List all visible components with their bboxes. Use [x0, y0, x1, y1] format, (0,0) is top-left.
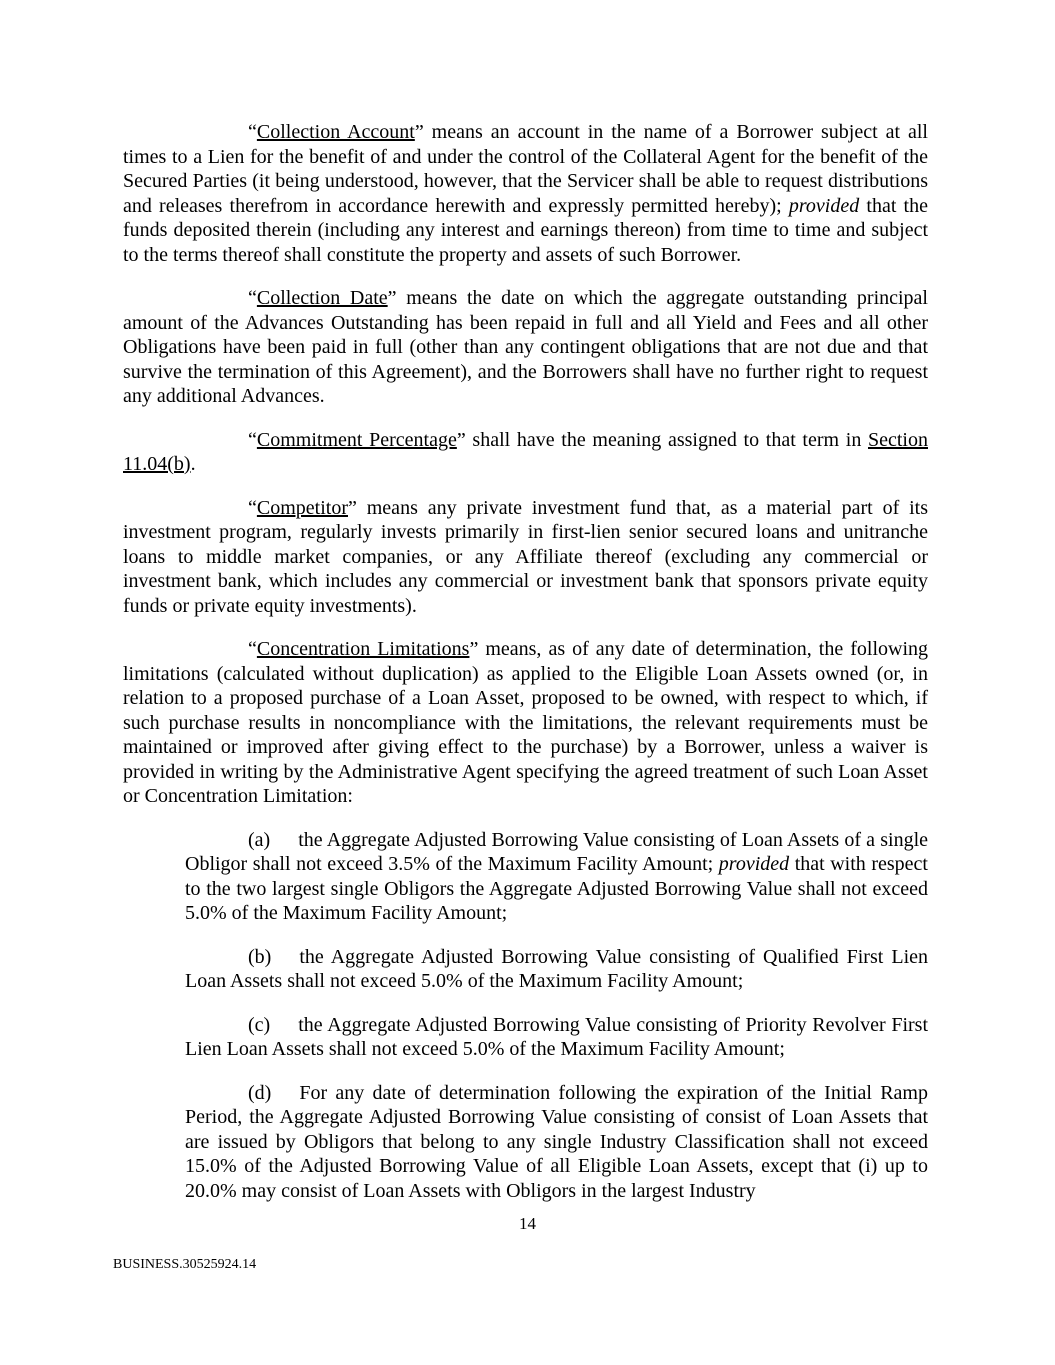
list-item-label: (b)	[248, 945, 272, 968]
text-segment: ” means an account in the name of a Borrower subject at all times to a Lien for the benefit of and under the control of the Collateral Agent for the benefit of the Secured Parties (it being understood, however, that the Servicer shall be able to request distributions and releases therefrom in accordance herewith and expressly permitted hereby);	[123, 121, 928, 217]
text-segment: For any date of determination following the expiration of the Initial Ramp Period, the Aggregate Adjusted Borrowing Value consisting of consist of Loan Assets that are issued by Obligors that belong to any single Industry Classification shall not exceed 15.0% of the Adjusted Borrowing Value of all Eligible Loan Assets, except that (i) up to 20.0% may consist of Loan Assets with Obligors in the largest Industry	[185, 1081, 928, 1202]
text-segment: ” means the date on which the aggregate outstanding principal amount of the Advances Outstanding has been repaid in full and all Yield and Fees and all other Obligations have been paid in full (other than any contingent obligations that are not due and that survive the termination of this Agreement), and the Borrowers shall have no further right to request any additional Advances.	[123, 287, 928, 407]
text-segment: the Aggregate Adjusted Borrowing Value consisting of Loan Assets of a single Obligor shall not exceed 3.5% of the Maximum Facility Amount;	[185, 828, 928, 875]
text-segment: “	[248, 496, 257, 519]
text-segment: “	[248, 428, 257, 451]
list-paragraph	[185, 828, 928, 926]
list-item-label: (c)	[248, 1013, 271, 1036]
definition-paragraph	[123, 286, 928, 409]
defined-term: Competitor	[256, 496, 348, 519]
text-segment: that with respect to the two largest single Obligors the Aggregate Adjusted Borrowing Value shall not exceed 5.0% of the Maximum Facility Amount;	[185, 853, 928, 924]
definition-paragraph	[123, 428, 928, 477]
defined-term: Collection Account	[256, 121, 415, 143]
text-segment: “	[248, 638, 257, 660]
text-segment: “	[248, 121, 257, 143]
text-segment: that the funds deposited therein (including any interest and earnings thereon) from time to time and subject to the terms thereof shall constitute the property and assets of such Borrower.	[123, 194, 928, 266]
list-paragraph	[185, 945, 928, 994]
list-paragraph	[185, 1013, 928, 1062]
text-segment: ” shall have the meaning assigned to that term in	[456, 428, 868, 451]
defined-term: Concentration Limitations	[256, 638, 470, 660]
definition-paragraph	[123, 120, 928, 267]
definition-paragraph	[123, 496, 928, 619]
list-paragraph	[185, 1081, 928, 1204]
defined-term: Section 11.04(b)	[123, 428, 928, 475]
text-segment: ” means, as of any date of determination, the following limitations (calculated without duplication) as applied to the Eligible Loan Assets owned (or, in relation to a proposed purchase of a Loan Asset, proposed to be owned, with respect to which, if such purchase results in noncompliance with the limitations, the relevant requirements must be maintained or improved after giving effect to the purchase) by a Borrower, unless a waiver is provided in writing by the Administrative Agent specifying the agreed treatment of such Loan Asset or Concentration Limitation:	[123, 638, 928, 807]
text-segment: the Aggregate Adjusted Borrowing Value consisting of Priority Revolver First Lien Loan Assets shall not exceed 5.0% of the Maximum Facility Amount;	[185, 1013, 928, 1060]
footer-document-id: BUSINESS.30525924.14	[113, 1257, 257, 1272]
text-segment: ” means any private investment fund that, as a material part of its investment program, regularly invests primarily in first-lien senior secured loans and unitranche loans to middle market companies, or any Affiliate thereof (excluding any commercial or investment bank, which includes any commercial or investment bank that sponsors private equity funds or private equity investments).	[123, 496, 928, 617]
text-segment: the Aggregate Adjusted Borrowing Value consisting of Qualified First Lien Loan Assets shall not exceed 5.0% of the Maximum Facility Amount;	[185, 945, 928, 992]
document-body	[123, 120, 928, 1222]
list-item-label: (a)	[248, 828, 271, 851]
text-segment: “	[248, 287, 257, 309]
definition-paragraph	[123, 637, 928, 809]
emphasized-text: provided	[788, 194, 860, 217]
text-segment: .	[190, 453, 196, 475]
emphasized-text: provided	[718, 853, 790, 875]
defined-term: Commitment Percentage	[256, 428, 457, 451]
defined-term: Collection Date	[256, 287, 388, 309]
list-item-label: (d)	[248, 1081, 272, 1104]
page-number: 14	[519, 1214, 536, 1233]
